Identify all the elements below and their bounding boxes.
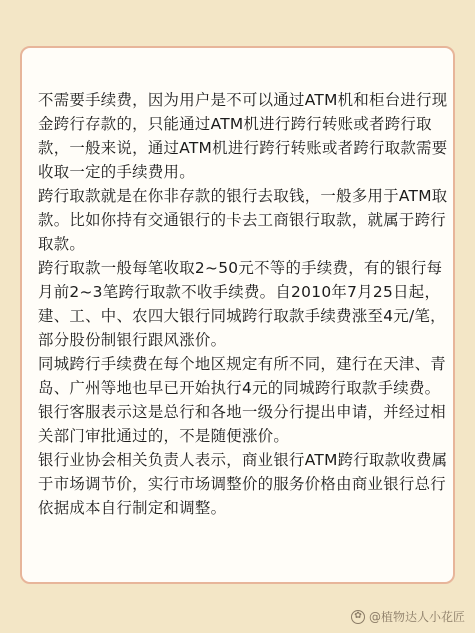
paragraph-1: 不需要手续费，因为用户是不可以通过ATM机和柜台进行现金跨行存款的，只能通过ATM机进行跨行转账或者跨行取款，一般来说，通过ATM机进行跨行转账或者跨行取款需要收取一定的手续费用。	[38, 91, 448, 181]
watermark-text: @植物达人小花匠	[368, 610, 465, 624]
paragraph-5: 银行业协会相关负责人表示，商业银行ATM跨行取款收费属于市场调节价，实行市场调整价的服务价格由商业银行总行依据成本自行制定和调整。	[38, 451, 448, 517]
paragraph-4: 同城跨行手续费在每个地区规定有所不同，建行在天津、青岛、广州等地也早已开始执行4元的同城跨行取款手续费。银行客服表示这是总行和各地一级分行提出申请，并经过相关部门审批通过的，不是随便涨价。	[38, 355, 446, 445]
paragraph-2: 跨行取款就是在你非存款的银行去取钱，一般多用于ATM取款。比如你持有交通银行的卡去工商银行取款，就属于跨行取款。	[38, 187, 448, 253]
leaf-icon: ✿	[351, 610, 365, 624]
watermark	[351, 608, 465, 625]
article-body	[38, 88, 448, 520]
paragraph-3: 跨行取款一般每笔收取2~50元不等的手续费，有的银行每月前2~3笔跨行取款不收手续费。自2010年7月25日起，建、工、中、农四大银行同城跨行取款手续费涨至4元/笔，部分股份制银行跟风涨价。	[38, 259, 446, 349]
